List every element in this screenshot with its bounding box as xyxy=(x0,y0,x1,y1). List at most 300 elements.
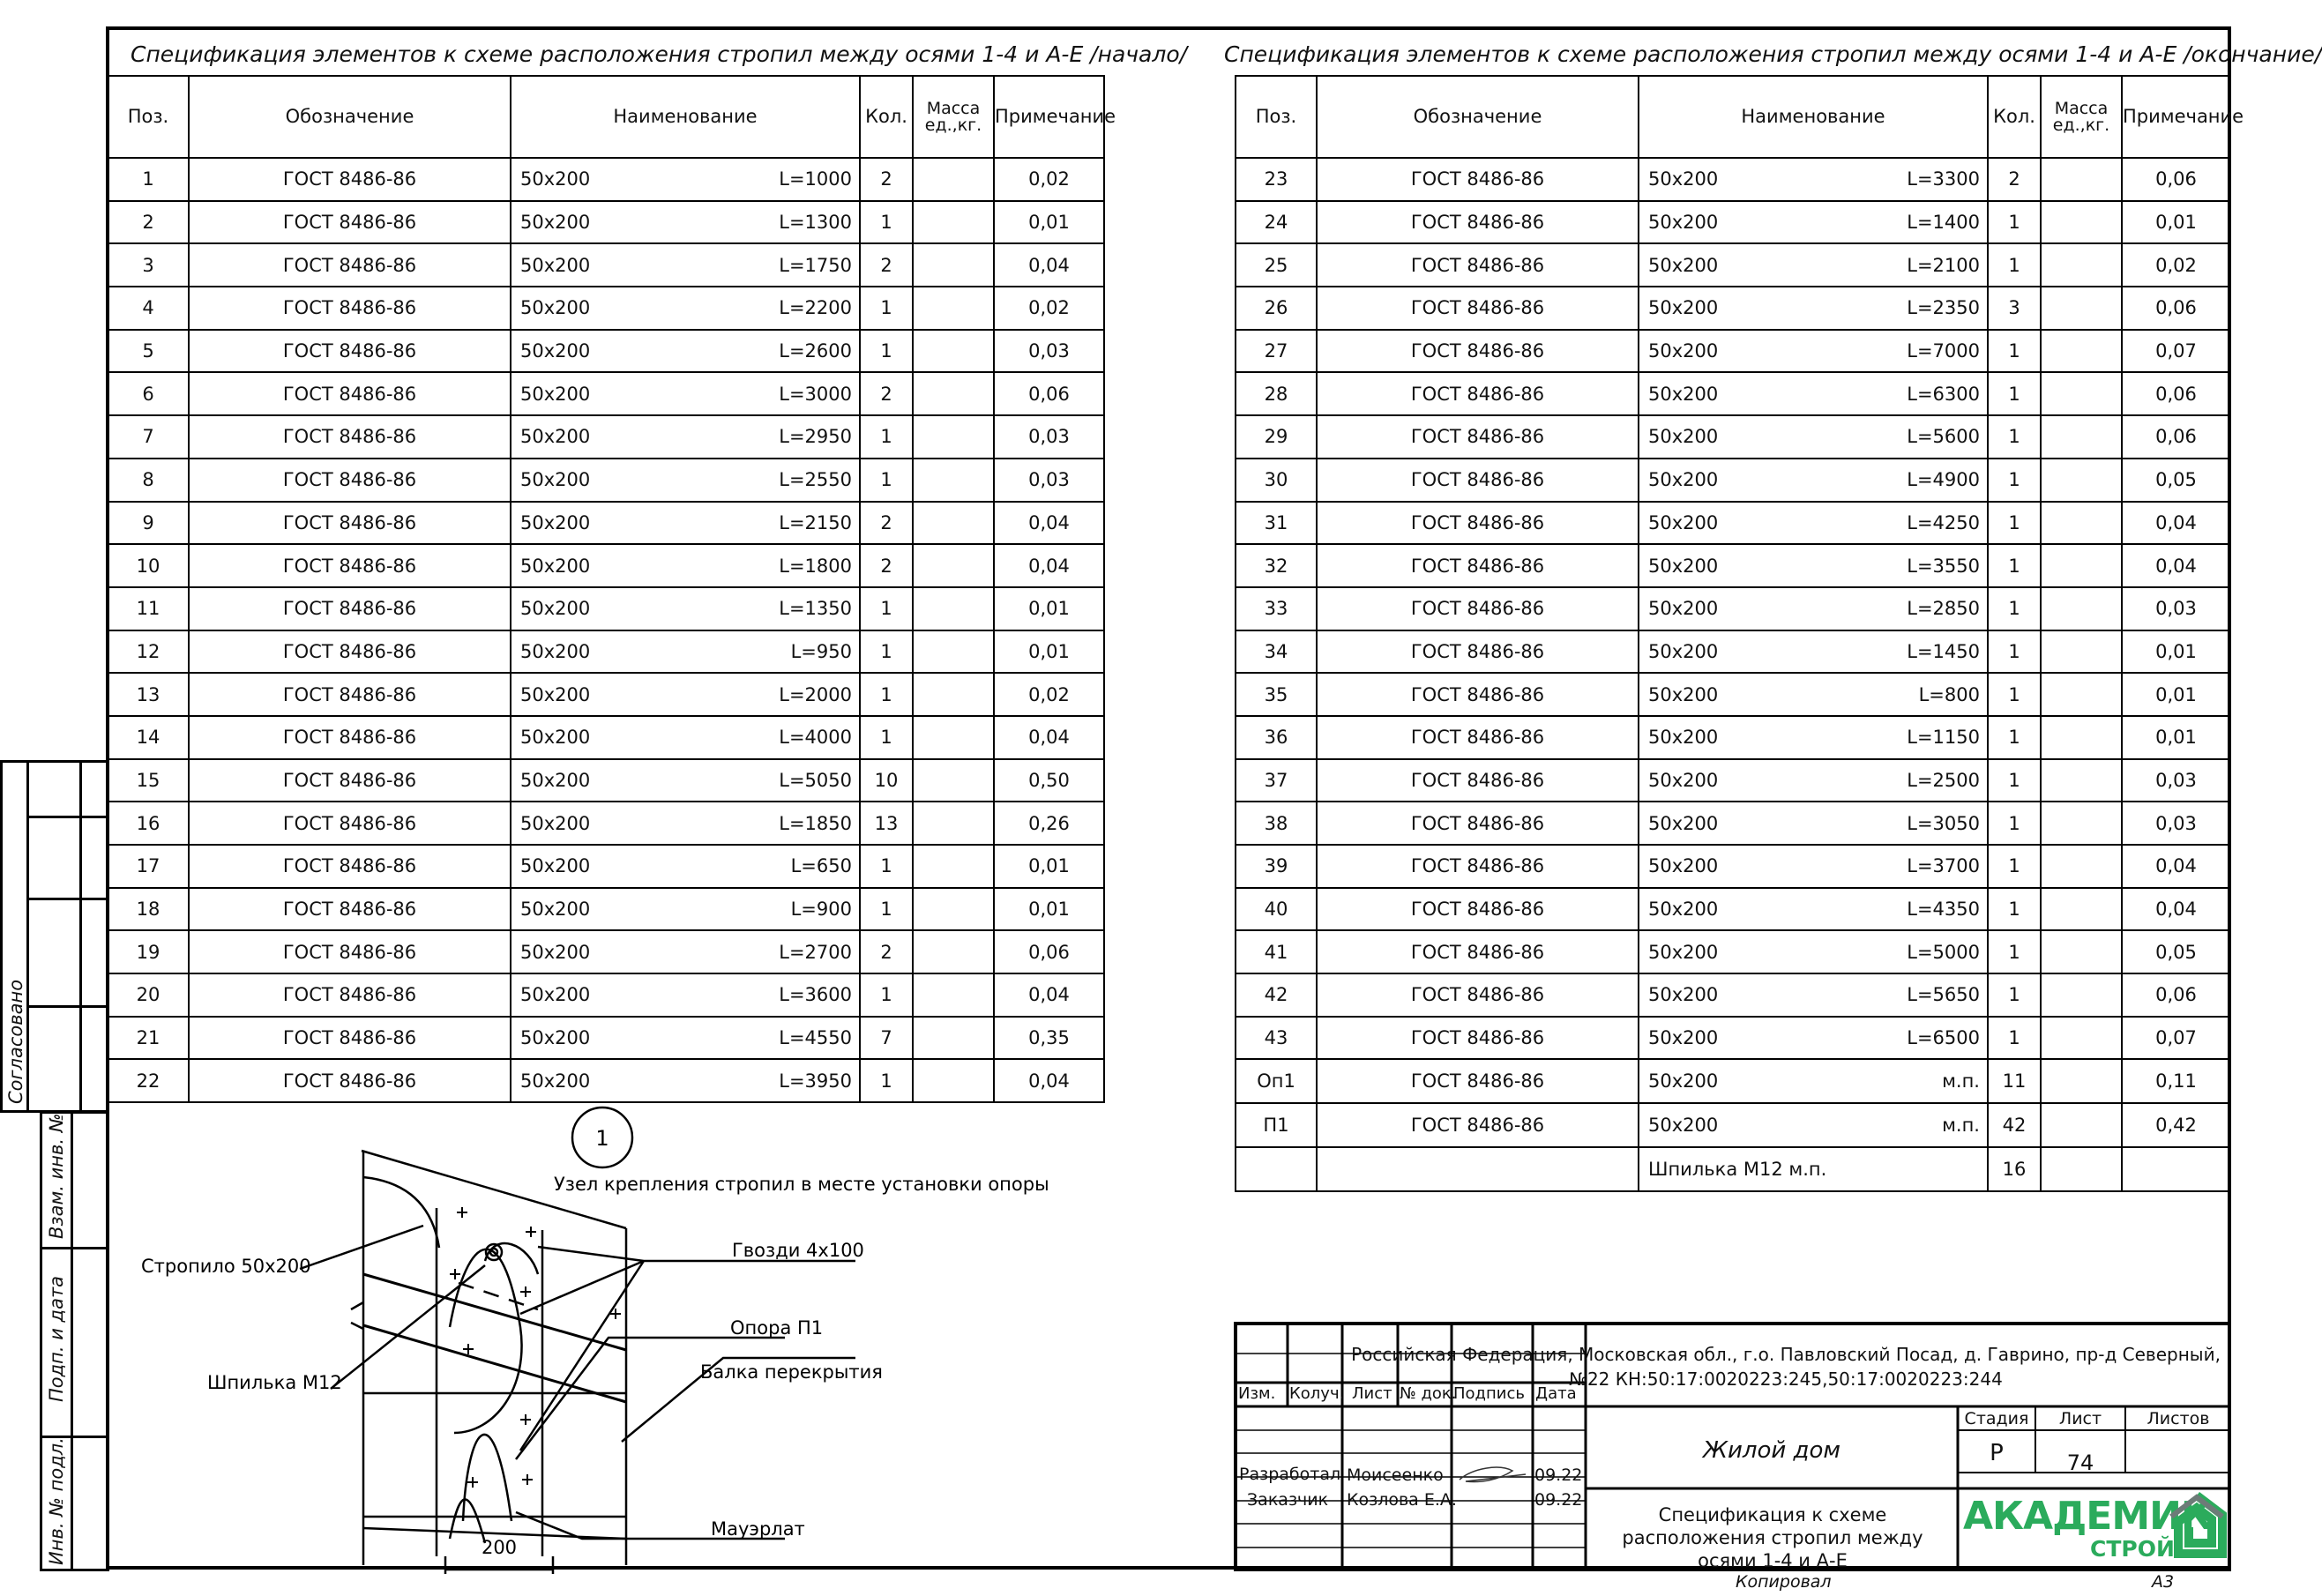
side-inv-orig-label: Инв. № подл. xyxy=(46,1437,67,1565)
cell-mass xyxy=(2041,587,2122,630)
cell-note: 0,04 xyxy=(994,243,1104,287)
cell-mass xyxy=(913,502,994,545)
table-row xyxy=(108,459,1104,502)
cell-note: 0,06 xyxy=(2122,372,2230,415)
cell-mass xyxy=(2041,459,2122,502)
cell-qty: 1 xyxy=(1988,759,2041,802)
cell-note: 0,01 xyxy=(2122,673,2230,716)
cell-note: 0,06 xyxy=(2122,973,2230,1017)
cell-length: L=950 xyxy=(790,640,852,662)
cell-section: 50х200 xyxy=(1648,855,1719,877)
cell-length: L=4350 xyxy=(1907,899,1980,921)
cell-pos: 21 xyxy=(108,1017,189,1060)
table-row xyxy=(1236,1103,2230,1147)
cell-pos: 31 xyxy=(1236,502,1317,545)
logo-main-text: АКАДЕМИК xyxy=(1963,1494,2212,1539)
cell-mass xyxy=(913,287,994,330)
cell-mass xyxy=(2041,930,2122,973)
cell-name xyxy=(1639,973,1988,1017)
cell-pos: 14 xyxy=(108,716,189,759)
cell-designation: ГОСТ 8486-86 xyxy=(1317,845,1639,888)
cell-section: 50х200 xyxy=(520,855,591,877)
table-row xyxy=(108,716,1104,759)
cell-pos: 1 xyxy=(108,158,189,201)
cell-mass xyxy=(913,973,994,1017)
cell-pos: 27 xyxy=(1236,330,1317,373)
cell-designation: ГОСТ 8486-86 xyxy=(189,415,511,459)
cell-qty: 1 xyxy=(860,287,913,330)
col-mass: Масса ед.,кг. xyxy=(913,76,994,158)
cell-designation: ГОСТ 8486-86 xyxy=(1317,587,1639,630)
customer-label: Заказчик xyxy=(1247,1490,1329,1510)
cell-note: 0,06 xyxy=(2122,158,2230,201)
cell-designation: ГОСТ 8486-86 xyxy=(189,158,511,201)
cell-name xyxy=(1639,759,1988,802)
cell-qty: 2 xyxy=(860,158,913,201)
signature-mark xyxy=(1460,1467,1526,1481)
cell-designation: ГОСТ 8486-86 xyxy=(1317,630,1639,674)
cell-name xyxy=(511,243,860,287)
cell-mass xyxy=(2041,802,2122,845)
cell-designation: ГОСТ 8486-86 xyxy=(1317,759,1639,802)
cell-mass xyxy=(913,845,994,888)
cell-designation: ГОСТ 8486-86 xyxy=(189,759,511,802)
left-spec-title: Спецификация элементов к схеме расположения стропил между осями 1-4 и А-Е /начало/ xyxy=(131,41,1188,67)
cell-designation: ГОСТ 8486-86 xyxy=(1317,502,1639,545)
cell-note: 0,02 xyxy=(2122,243,2230,287)
table-row xyxy=(1236,330,2230,373)
cell-name xyxy=(1639,888,1988,931)
cell-note: 0,02 xyxy=(994,287,1104,330)
col-qty: Кол. xyxy=(1988,76,2041,158)
cell-name xyxy=(511,372,860,415)
cell-pos: 34 xyxy=(1236,630,1317,674)
cell-pos: 13 xyxy=(108,673,189,716)
table-row xyxy=(1236,888,2230,931)
cell-pos: 23 xyxy=(1236,158,1317,201)
detail-title: Узел крепления стропил в месте установки опоры xyxy=(554,1174,1049,1195)
cell-pos: 19 xyxy=(108,930,189,973)
cell-designation: ГОСТ 8486-86 xyxy=(1317,716,1639,759)
stage-value: Р xyxy=(1990,1440,2004,1466)
cell-qty: 1 xyxy=(860,973,913,1017)
right-spec-table xyxy=(1235,75,2244,1192)
cell-designation: ГОСТ 8486-86 xyxy=(1317,415,1639,459)
label-mauerlat: Мауэрлат xyxy=(711,1518,805,1540)
cell-qty: 1 xyxy=(1988,973,2041,1017)
cell-qty: 11 xyxy=(1988,1059,2041,1103)
cell-qty: 16 xyxy=(1988,1147,2041,1191)
cell-pos: 15 xyxy=(108,759,189,802)
cell-designation: ГОСТ 8486-86 xyxy=(1317,888,1639,931)
cell-mass xyxy=(2041,502,2122,545)
cell-pos: 5 xyxy=(108,330,189,373)
cell-mass xyxy=(913,802,994,845)
cell-mass xyxy=(913,243,994,287)
cell-designation: ГОСТ 8486-86 xyxy=(1317,802,1639,845)
cell-name xyxy=(1639,544,1988,587)
cell-mass xyxy=(2041,243,2122,287)
cell-length: м.п. xyxy=(1942,1115,1980,1137)
cell-note: 0,26 xyxy=(994,802,1104,845)
cell-name xyxy=(1639,716,1988,759)
tb-kol: Колуч. xyxy=(1289,1384,1345,1403)
cell-mass xyxy=(2041,1017,2122,1060)
cell-pos: 3 xyxy=(108,243,189,287)
cell-mass xyxy=(2041,630,2122,674)
cell-name xyxy=(1639,673,1988,716)
cell-section: 50х200 xyxy=(1648,469,1719,491)
cell-pos: 8 xyxy=(108,459,189,502)
cell-section: 50х200 xyxy=(520,1070,591,1092)
cell-designation: ГОСТ 8486-86 xyxy=(1317,1017,1639,1060)
cell-length: L=2850 xyxy=(1907,598,1980,620)
cell-mass xyxy=(2041,1059,2122,1103)
cell-note: 0,07 xyxy=(2122,1017,2230,1060)
company-logo xyxy=(1960,1488,2229,1570)
cell-length: L=5650 xyxy=(1907,984,1980,1006)
cell-note: 0,04 xyxy=(2122,544,2230,587)
cell-length: L=7000 xyxy=(1907,340,1980,362)
tb-izm: Изм. xyxy=(1238,1384,1276,1403)
cell-section: 50х200 xyxy=(520,168,591,190)
table-row xyxy=(1236,587,2230,630)
cell-length: L=6300 xyxy=(1907,383,1980,405)
cell-note: 0,06 xyxy=(2122,415,2230,459)
table-row xyxy=(1236,502,2230,545)
cell-name xyxy=(511,415,860,459)
cell-section: 50х200 xyxy=(1648,812,1719,834)
cell-note: 0,03 xyxy=(994,415,1104,459)
copied-label: Копировал xyxy=(1736,1572,1832,1592)
cell-designation: ГОСТ 8486-86 xyxy=(1317,459,1639,502)
cell-qty: 1 xyxy=(860,415,913,459)
cell-note: 0,42 xyxy=(2122,1103,2230,1147)
table-row xyxy=(1236,544,2230,587)
side-agreed-label: Согласовано xyxy=(5,979,26,1104)
format-label: А3 xyxy=(2152,1572,2175,1592)
cell-mass xyxy=(913,888,994,931)
cell-section: 50х200 xyxy=(520,683,591,705)
project-address: Российская Федерация, Московская обл., г.о. Павловский Посад, д. Гаврино, пр-д Северный, №22 КН:50:17:0020223:245,50:17:0020223:244 xyxy=(1351,1344,2221,1390)
cell-length: L=1150 xyxy=(1907,727,1980,749)
cell-qty: 1 xyxy=(860,845,913,888)
cell-length: L=900 xyxy=(790,899,852,921)
cell-section: 50х200 xyxy=(520,469,591,491)
tb-ndoc: № док. xyxy=(1400,1384,1457,1403)
cell-qty: 1 xyxy=(860,716,913,759)
cell-qty: 1 xyxy=(1988,201,2041,244)
cell-name xyxy=(1639,330,1988,373)
table-row xyxy=(108,630,1104,674)
cell-pos: 7 xyxy=(108,415,189,459)
cell-length: L=3300 xyxy=(1907,168,1980,190)
table-row xyxy=(1236,930,2230,973)
cell-section: 50х200 xyxy=(520,727,591,749)
cell-note: 0,01 xyxy=(994,888,1104,931)
cell-name xyxy=(1639,1103,1988,1147)
cell-section: 50х200 xyxy=(1648,640,1719,662)
developed-date: 09.22 xyxy=(1534,1465,1583,1485)
cell-qty: 42 xyxy=(1988,1103,2041,1147)
cell-qty: 7 xyxy=(860,1017,913,1060)
cell-qty: 13 xyxy=(860,802,913,845)
cell-pos: 11 xyxy=(108,587,189,630)
table-row xyxy=(1236,973,2230,1017)
cell-qty: 1 xyxy=(1988,372,2041,415)
developed-name: Моисеенко xyxy=(1347,1465,1444,1485)
cell-mass xyxy=(913,372,994,415)
table-row xyxy=(108,673,1104,716)
cell-note: 0,04 xyxy=(2122,502,2230,545)
cell-note: 0,04 xyxy=(994,502,1104,545)
cell-name xyxy=(511,888,860,931)
cell-designation: ГОСТ 8486-86 xyxy=(189,802,511,845)
cell-mass xyxy=(2041,415,2122,459)
logo-sub-text: СТРОЙ xyxy=(2090,1536,2175,1562)
cell-note: 0,05 xyxy=(2122,930,2230,973)
table-row xyxy=(108,587,1104,630)
cell-pos: 37 xyxy=(1236,759,1317,802)
cell-designation: ГОСТ 8486-86 xyxy=(1317,673,1639,716)
cell-section: 50х200 xyxy=(1648,555,1719,577)
cell-mass xyxy=(2041,973,2122,1017)
cell-section: 50х200 xyxy=(1648,899,1719,921)
cell-length: L=2500 xyxy=(1907,769,1980,791)
cell-section: Шпилька М12 м.п. xyxy=(1648,1159,1827,1181)
cell-designation xyxy=(1317,1147,1639,1191)
cell-pos: 43 xyxy=(1236,1017,1317,1060)
cell-length: L=5600 xyxy=(1907,426,1980,448)
cell-length: L=2200 xyxy=(779,297,852,319)
cell-name xyxy=(511,502,860,545)
label-stud: Шпилька М12 xyxy=(207,1372,342,1393)
cell-pos: 6 xyxy=(108,372,189,415)
cell-length: L=800 xyxy=(1918,683,1980,705)
cell-designation: ГОСТ 8486-86 xyxy=(189,930,511,973)
cell-qty: 1 xyxy=(1988,1017,2041,1060)
col-designation: Обозначение xyxy=(1317,76,1639,158)
object-name: Жилой дом xyxy=(1702,1437,1841,1464)
cell-length: L=2000 xyxy=(779,683,852,705)
cell-name xyxy=(1639,201,1988,244)
cell-section: 50х200 xyxy=(520,941,591,963)
cell-name xyxy=(511,201,860,244)
cell-name xyxy=(1639,1017,1988,1060)
cell-length: L=6500 xyxy=(1907,1027,1980,1049)
cell-designation: ГОСТ 8486-86 xyxy=(189,372,511,415)
cell-section: 50х200 xyxy=(520,426,591,448)
cell-name xyxy=(1639,415,1988,459)
cell-section: 50х200 xyxy=(1648,1115,1719,1137)
cell-pos: 38 xyxy=(1236,802,1317,845)
table-row xyxy=(1236,158,2230,201)
cell-name xyxy=(511,1017,860,1060)
cell-pos: 10 xyxy=(108,544,189,587)
table-row xyxy=(108,1059,1104,1102)
cell-pos: 41 xyxy=(1236,930,1317,973)
cell-qty: 1 xyxy=(1988,930,2041,973)
cell-pos: 32 xyxy=(1236,544,1317,587)
table-row xyxy=(108,888,1104,931)
document-title: Спецификация к схеме расположения стропил между осями 1-4 и А-Е xyxy=(1622,1504,1923,1571)
table-row xyxy=(108,287,1104,330)
cell-pos: 30 xyxy=(1236,459,1317,502)
tb-date: Дата xyxy=(1535,1384,1577,1403)
cell-name xyxy=(1639,845,1988,888)
cell-section: 50х200 xyxy=(1648,769,1719,791)
cell-pos: 42 xyxy=(1236,973,1317,1017)
table-row xyxy=(1236,372,2230,415)
cell-name xyxy=(1639,930,1988,973)
cell-name xyxy=(1639,158,1988,201)
cell-section: 50х200 xyxy=(1648,984,1719,1006)
customer-date: 09.22 xyxy=(1534,1490,1583,1510)
cell-note: 0,03 xyxy=(2122,802,2230,845)
cell-note: 0,01 xyxy=(2122,630,2230,674)
cell-length: L=1400 xyxy=(1907,212,1980,234)
cell-qty: 1 xyxy=(1988,587,2041,630)
cell-qty: 2 xyxy=(860,544,913,587)
cell-pos: 26 xyxy=(1236,287,1317,330)
cell-note: 0,02 xyxy=(994,158,1104,201)
cell-pos: 12 xyxy=(108,630,189,674)
table-row xyxy=(108,1017,1104,1060)
cell-length: L=3050 xyxy=(1907,812,1980,834)
cell-note: 0,07 xyxy=(2122,330,2230,373)
cell-mass xyxy=(913,630,994,674)
cell-name xyxy=(1639,802,1988,845)
cell-pos: 18 xyxy=(108,888,189,931)
cell-pos: 28 xyxy=(1236,372,1317,415)
cell-pos: Оп1 xyxy=(1236,1059,1317,1103)
table-row xyxy=(108,973,1104,1017)
cell-pos: 39 xyxy=(1236,845,1317,888)
cell-section: 50х200 xyxy=(1648,598,1719,620)
cell-length: L=3000 xyxy=(779,383,852,405)
cell-length: L=1000 xyxy=(779,168,852,190)
cell-mass xyxy=(2041,287,2122,330)
cell-pos: 35 xyxy=(1236,673,1317,716)
cell-length: L=3950 xyxy=(779,1070,852,1092)
cell-note: 0,01 xyxy=(994,630,1104,674)
cell-section: 50х200 xyxy=(520,555,591,577)
table-row xyxy=(108,930,1104,973)
side-sign-date-label: Подп. и дата xyxy=(46,1275,67,1402)
cell-qty: 1 xyxy=(1988,459,2041,502)
table-row xyxy=(108,158,1104,201)
cell-designation: ГОСТ 8486-86 xyxy=(1317,1059,1639,1103)
cell-note: 0,04 xyxy=(2122,845,2230,888)
cell-designation: ГОСТ 8486-86 xyxy=(1317,330,1639,373)
cell-mass xyxy=(913,201,994,244)
table-row xyxy=(108,243,1104,287)
cell-section: 50х200 xyxy=(1648,340,1719,362)
table-row xyxy=(1236,243,2230,287)
cell-length: L=1850 xyxy=(779,812,852,834)
col-name: Наименование xyxy=(511,76,860,158)
cell-qty: 1 xyxy=(860,1059,913,1102)
cell-name xyxy=(511,158,860,201)
cell-note: 0,01 xyxy=(2122,201,2230,244)
cell-note: 0,05 xyxy=(2122,459,2230,502)
table-row xyxy=(1236,845,2230,888)
cell-pos: 16 xyxy=(108,802,189,845)
cell-pos: 17 xyxy=(108,845,189,888)
cell-section: 50х200 xyxy=(1648,727,1719,749)
cell-designation: ГОСТ 8486-86 xyxy=(189,502,511,545)
cell-section: 50х200 xyxy=(520,254,591,276)
table-row xyxy=(108,802,1104,845)
col-designation: Обозначение xyxy=(189,76,511,158)
cell-note: 0,11 xyxy=(2122,1059,2230,1103)
cell-name xyxy=(511,802,860,845)
cell-qty: 2 xyxy=(860,372,913,415)
table-row xyxy=(108,759,1104,802)
cell-length: L=2350 xyxy=(1907,297,1980,319)
table-row xyxy=(1236,1017,2230,1060)
cell-length: L=1800 xyxy=(779,555,852,577)
col-qty: Кол. xyxy=(860,76,913,158)
cell-designation: ГОСТ 8486-86 xyxy=(1317,544,1639,587)
detail-marker-label: 1 xyxy=(595,1126,609,1151)
cell-pos: 9 xyxy=(108,502,189,545)
cell-section: 50х200 xyxy=(520,984,591,1006)
cell-length: L=4900 xyxy=(1907,469,1980,491)
cell-designation: ГОСТ 8486-86 xyxy=(189,459,511,502)
cell-designation: ГОСТ 8486-86 xyxy=(1317,1103,1639,1147)
cell-pos: 20 xyxy=(108,973,189,1017)
cell-mass xyxy=(2041,544,2122,587)
cell-qty: 1 xyxy=(1988,845,2041,888)
cell-name xyxy=(511,845,860,888)
table-row xyxy=(108,372,1104,415)
label-rafter: Стропило 50х200 xyxy=(141,1256,311,1277)
cell-qty: 1 xyxy=(1988,415,2041,459)
cell-qty: 1 xyxy=(1988,330,2041,373)
cell-name xyxy=(511,716,860,759)
cell-mass xyxy=(913,716,994,759)
table-row xyxy=(1236,1059,2230,1103)
cell-length: L=3600 xyxy=(779,984,852,1006)
cell-qty: 1 xyxy=(1988,716,2041,759)
cell-name xyxy=(1639,459,1988,502)
table-row xyxy=(1236,459,2230,502)
cell-section: 50х200 xyxy=(1648,168,1719,190)
cell-length: L=1350 xyxy=(779,598,852,620)
cell-pos xyxy=(1236,1147,1317,1191)
tb-sign: Подпись xyxy=(1453,1384,1525,1403)
cell-note: 0,01 xyxy=(994,845,1104,888)
cell-length: L=3700 xyxy=(1907,855,1980,877)
cell-qty: 1 xyxy=(1988,243,2041,287)
cell-qty: 10 xyxy=(860,759,913,802)
right-spec-title: Спецификация элементов к схеме расположения стропил между осями 1-4 и А-Е /окончание/ xyxy=(1224,41,2322,67)
cell-name xyxy=(511,930,860,973)
cell-pos: 4 xyxy=(108,287,189,330)
cell-section: 50х200 xyxy=(1648,212,1719,234)
cell-qty: 1 xyxy=(860,888,913,931)
tb-list: Лист xyxy=(1352,1384,1392,1403)
table-row xyxy=(1236,415,2230,459)
cell-note: 0,02 xyxy=(994,673,1104,716)
cell-name xyxy=(511,330,860,373)
cell-section: 50х200 xyxy=(1648,426,1719,448)
cell-designation: ГОСТ 8486-86 xyxy=(1317,287,1639,330)
cell-name xyxy=(511,459,860,502)
cell-mass xyxy=(913,415,994,459)
cell-note: 0,01 xyxy=(994,587,1104,630)
